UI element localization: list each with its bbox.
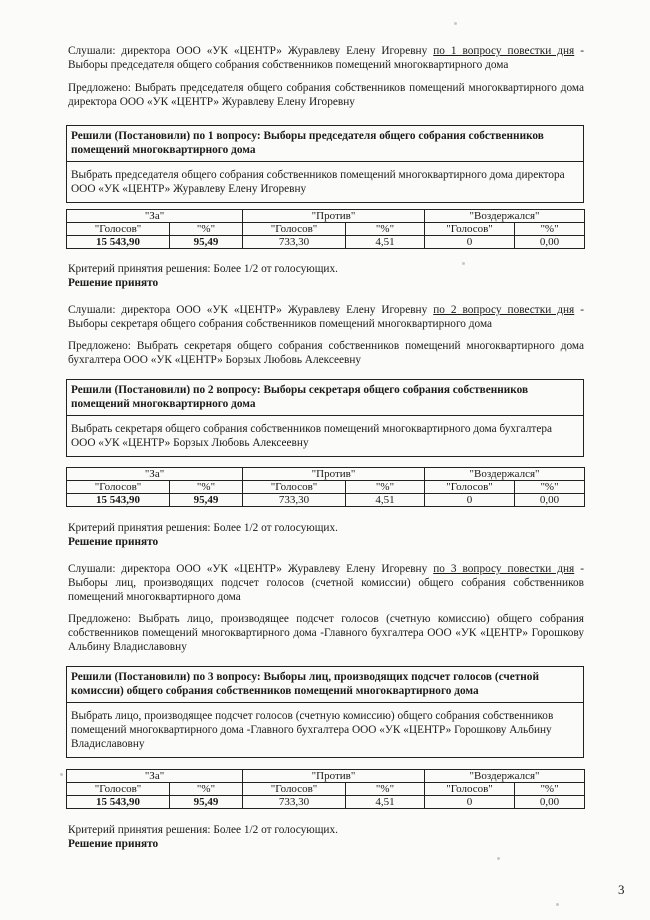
proposed-paragraph-2: Предложено: Выбрать секретаря общего собрания собственников помещений многоквартирного дома бухгалтера ООО «УК «ЦЕНТР» Борзых Любовь Алексеевну: [68, 340, 584, 366]
scan-speck: [497, 857, 500, 860]
votes-subheader: "Голосов": [243, 223, 346, 236]
votes-value: 4,51: [346, 796, 425, 809]
votes-value: 4,51: [346, 494, 425, 507]
votes-value: 0,00: [515, 796, 585, 809]
criteria-2: Критерий принятия решения: Более 1/2 от голосующих.: [68, 522, 338, 534]
scan-speck: [60, 773, 63, 776]
votes-subheader: "Голосов": [425, 783, 515, 796]
heard-paragraph-3: [68, 562, 584, 604]
votes-value: 15 543,90: [67, 494, 170, 507]
page-number: 3: [618, 882, 625, 897]
decision-title: Решили (Постановили) по 3 вопросу: Выборы лиц, производящих подсчет голосов (счетной комиссии) общего собрания собственников помещений многоквартирного дома: [71, 671, 539, 697]
votes-value: 4,51: [346, 236, 425, 249]
votes-for-header: "За": [67, 468, 243, 481]
votes-abstained-header: "Воздержался": [425, 468, 585, 481]
votes-subheader: "%": [346, 481, 425, 494]
agenda-item-link: по 2 вопросу повестки дня: [433, 304, 575, 316]
criteria-1: Критерий принятия решения: Более 1/2 от голосующих.: [68, 263, 338, 275]
votes-subheader: "Голосов": [425, 223, 515, 236]
votes-subheader: "%": [515, 783, 585, 796]
heard-text: - Выборы секретаря общего собрания собственников помещений многоквартирного дома: [68, 304, 584, 330]
scan-speck: [556, 903, 559, 906]
scan-speck: [462, 262, 465, 265]
votes-against-header: "Против": [243, 210, 425, 223]
decision-text: Выбрать председателя общего собрания собственников помещений многоквартирного дома директора ООО «УК «ЦЕНТР» Журавлеву Елену Игоревну: [67, 161, 583, 202]
votes-abstained-header: "Воздержался": [425, 770, 585, 783]
decision-box-2: [66, 379, 584, 457]
votes-subheader: "%": [170, 223, 243, 236]
votes-subheader: "Голосов": [243, 481, 346, 494]
proposed-paragraph-3: Предложено: Выбрать лицо, производящее подсчет голосов (счетную комиссию) общего собрания собственников помещений многоквартирного дома -Главного бухгалтера ООО «УК «ЦЕНТР» Горошкову Альбину Владиславовну: [68, 613, 584, 653]
votes-subheader: "%": [515, 481, 585, 494]
votes-subheader: "Голосов": [67, 481, 170, 494]
votes-value: 733,30: [243, 236, 346, 249]
votes-subheader: "%": [515, 223, 585, 236]
heard-text: Слушали: директора ООО «УК «ЦЕНТР» Журавлеву Елену Игоревну: [68, 304, 434, 316]
votes-value: 0,00: [515, 236, 585, 249]
criteria-3: Критерий принятия решения: Более 1/2 от голосующих.: [68, 824, 338, 836]
heard-text: - Выборы председателя общего собрания собственников помещений многоквартирного дома: [68, 45, 584, 71]
heard-paragraph-1: [68, 44, 584, 72]
result-2: Решение принято: [68, 536, 159, 548]
votes-value: 95,49: [170, 494, 243, 507]
result-1: Решение принято: [68, 277, 159, 289]
votes-against-header: "Против": [243, 770, 425, 783]
votes-table-2: [66, 467, 585, 507]
decision-text: Выбрать секретаря общего собрания собственников помещений многоквартирного дома бухгалтера ООО «УК «ЦЕНТР» Борзых Любовь Алексеевну: [67, 415, 583, 456]
votes-table-3: [66, 769, 585, 809]
votes-subheader: "Голосов": [243, 783, 346, 796]
votes-subheader: "Голосов": [67, 223, 170, 236]
heard-text: - Выборы лиц, производящих подсчет голосов (счетной комиссии) общего собрания собственников помещений многоквартирного дома: [68, 563, 584, 603]
agenda-item-link: по 1 вопросу повестки дня: [433, 45, 575, 57]
scan-speck: [454, 22, 457, 25]
decision-title: Решили (Постановили) по 1 вопросу: Выборы председателя общего собрания собственников помещений многоквартирного дома: [71, 130, 544, 156]
heard-text: Слушали: директора ООО «УК «ЦЕНТР» Журавлеву Елену Игоревну: [68, 45, 434, 57]
votes-for-header: "За": [67, 210, 243, 223]
decision-box-3: [66, 666, 584, 758]
decision-title: Решили (Постановили) по 2 вопросу: Выборы секретаря общего собрания собственников помещений многоквартирного дома: [71, 384, 529, 410]
votes-table-1: [66, 209, 585, 249]
votes-value: 15 543,90: [67, 796, 170, 809]
votes-value: 0,00: [515, 494, 585, 507]
votes-subheader: "%": [346, 783, 425, 796]
votes-value: 15 543,90: [67, 236, 170, 249]
votes-value: 95,49: [170, 236, 243, 249]
votes-against-header: "Против": [243, 468, 425, 481]
votes-value: 733,30: [243, 796, 346, 809]
votes-subheader: "%": [170, 783, 243, 796]
proposed-paragraph-1: Предложено: Выбрать председателя общего собрания собственников помещений многоквартирного дома директора ООО «УК «ЦЕНТР» Журавлеву Елену Игоревну: [68, 82, 584, 108]
votes-value: 95,49: [170, 796, 243, 809]
votes-subheader: "%": [346, 223, 425, 236]
votes-value: 0: [425, 796, 515, 809]
heard-paragraph-2: [68, 303, 584, 331]
result-3: Решение принято: [68, 838, 159, 850]
votes-value: 0: [425, 494, 515, 507]
votes-subheader: "Голосов": [67, 783, 170, 796]
votes-subheader: "Голосов": [425, 481, 515, 494]
decision-box-1: [66, 125, 584, 203]
heard-text: Слушали: директора ООО «УК «ЦЕНТР» Журавлеву Елену Игоревну: [68, 563, 434, 575]
votes-subheader: "%": [170, 481, 243, 494]
decision-text: Выбрать лицо, производящее подсчет голосов (счетную комиссию) общего собрания собственников помещений многоквартирного дома -Главного бухгалтера ООО «УК «ЦЕНТР» Горошкову Альбину Владиславовну: [67, 702, 583, 757]
votes-for-header: "За": [67, 770, 243, 783]
votes-value: 733,30: [243, 494, 346, 507]
agenda-item-link: по 3 вопросу повестки дня: [433, 563, 575, 575]
votes-value: 0: [425, 236, 515, 249]
votes-abstained-header: "Воздержался": [425, 210, 585, 223]
